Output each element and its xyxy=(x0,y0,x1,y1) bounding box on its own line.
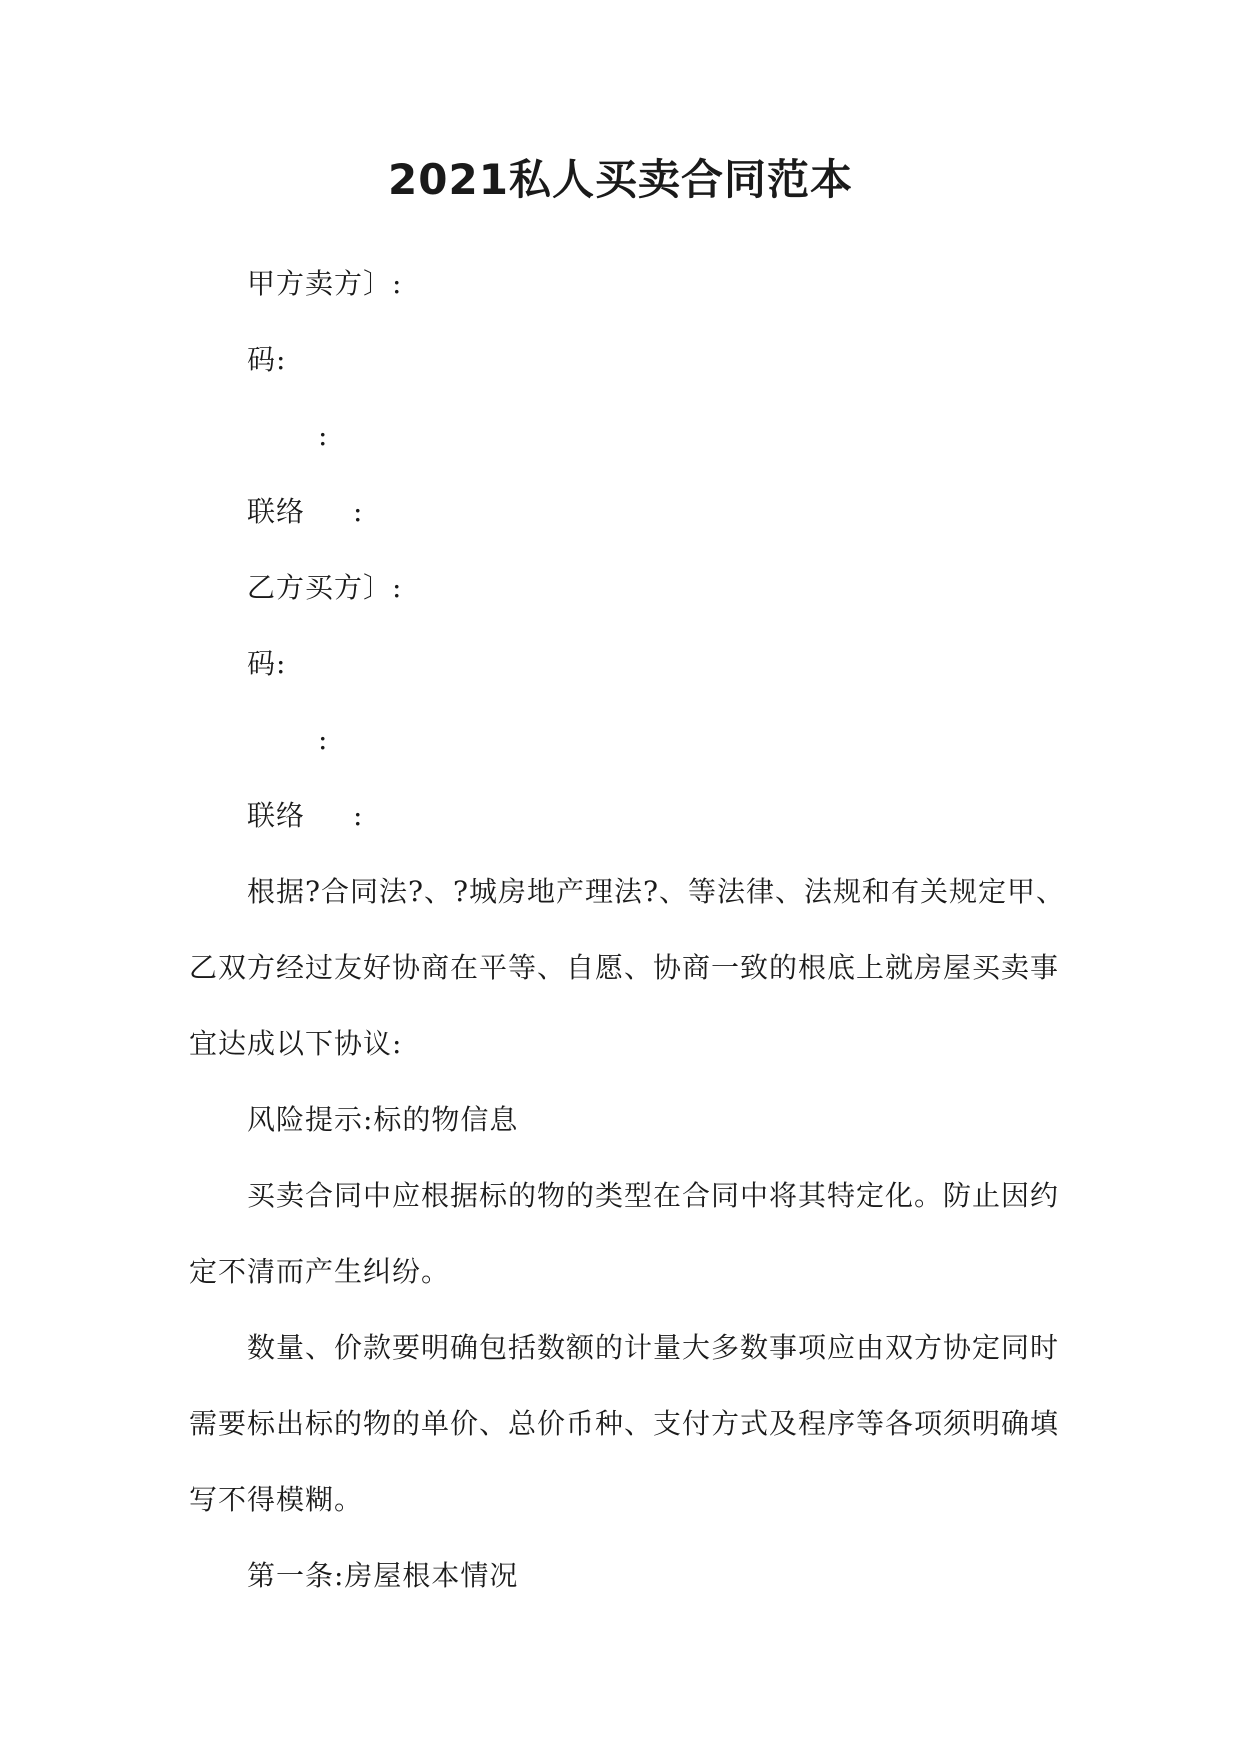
article-1-heading: 第一条:房屋根本情况 xyxy=(247,1559,519,1592)
risk-para-1-line-1: 买卖合同中应根据标的物的类型在合同中将其特定化。防止因约 xyxy=(247,1179,1060,1212)
party-b-contact-colon: : xyxy=(353,799,364,832)
preamble-line-1: 根据?合同法?、?城房地产理法?、等法律、法规和有关规定甲、 xyxy=(247,875,1066,908)
party-b-address-colon: : xyxy=(318,723,329,756)
party-a-contact-label: 联络 xyxy=(247,495,306,528)
party-a-contact xyxy=(247,492,363,532)
risk-para-2-line-3: 写不得模糊。 xyxy=(189,1483,364,1516)
risk-heading: 风险提示:标的物信息 xyxy=(247,1103,519,1136)
party-b-label: 乙方买方〕: xyxy=(247,571,403,604)
document-title: 2021私人买卖合同范本 xyxy=(388,155,853,204)
party-b-contact-label: 联络 xyxy=(247,799,306,832)
party-a-address-colon: : xyxy=(318,419,329,452)
preamble-line-2: 乙双方经过友好协商在平等、自愿、协商一致的根底上就房屋买卖事 xyxy=(189,951,1060,984)
party-a-label: 甲方卖方〕: xyxy=(247,267,403,300)
risk-para-2-line-1: 数量、价款要明确包括数额的计量大多数事项应由双方协定同时 xyxy=(247,1331,1060,1364)
preamble-line-3: 宜达成以下协议: xyxy=(189,1027,403,1060)
risk-para-1-line-2: 定不清而产生纠纷。 xyxy=(189,1255,451,1288)
party-a-id-label: 码: xyxy=(247,343,287,376)
party-a-contact-colon: : xyxy=(353,495,364,528)
party-b-id-label: 码: xyxy=(247,647,287,680)
party-b-contact xyxy=(247,796,363,836)
risk-para-2-line-2: 需要标出标的物的单价、总价币种、支付方式及程序等各项须明确填 xyxy=(189,1407,1060,1440)
